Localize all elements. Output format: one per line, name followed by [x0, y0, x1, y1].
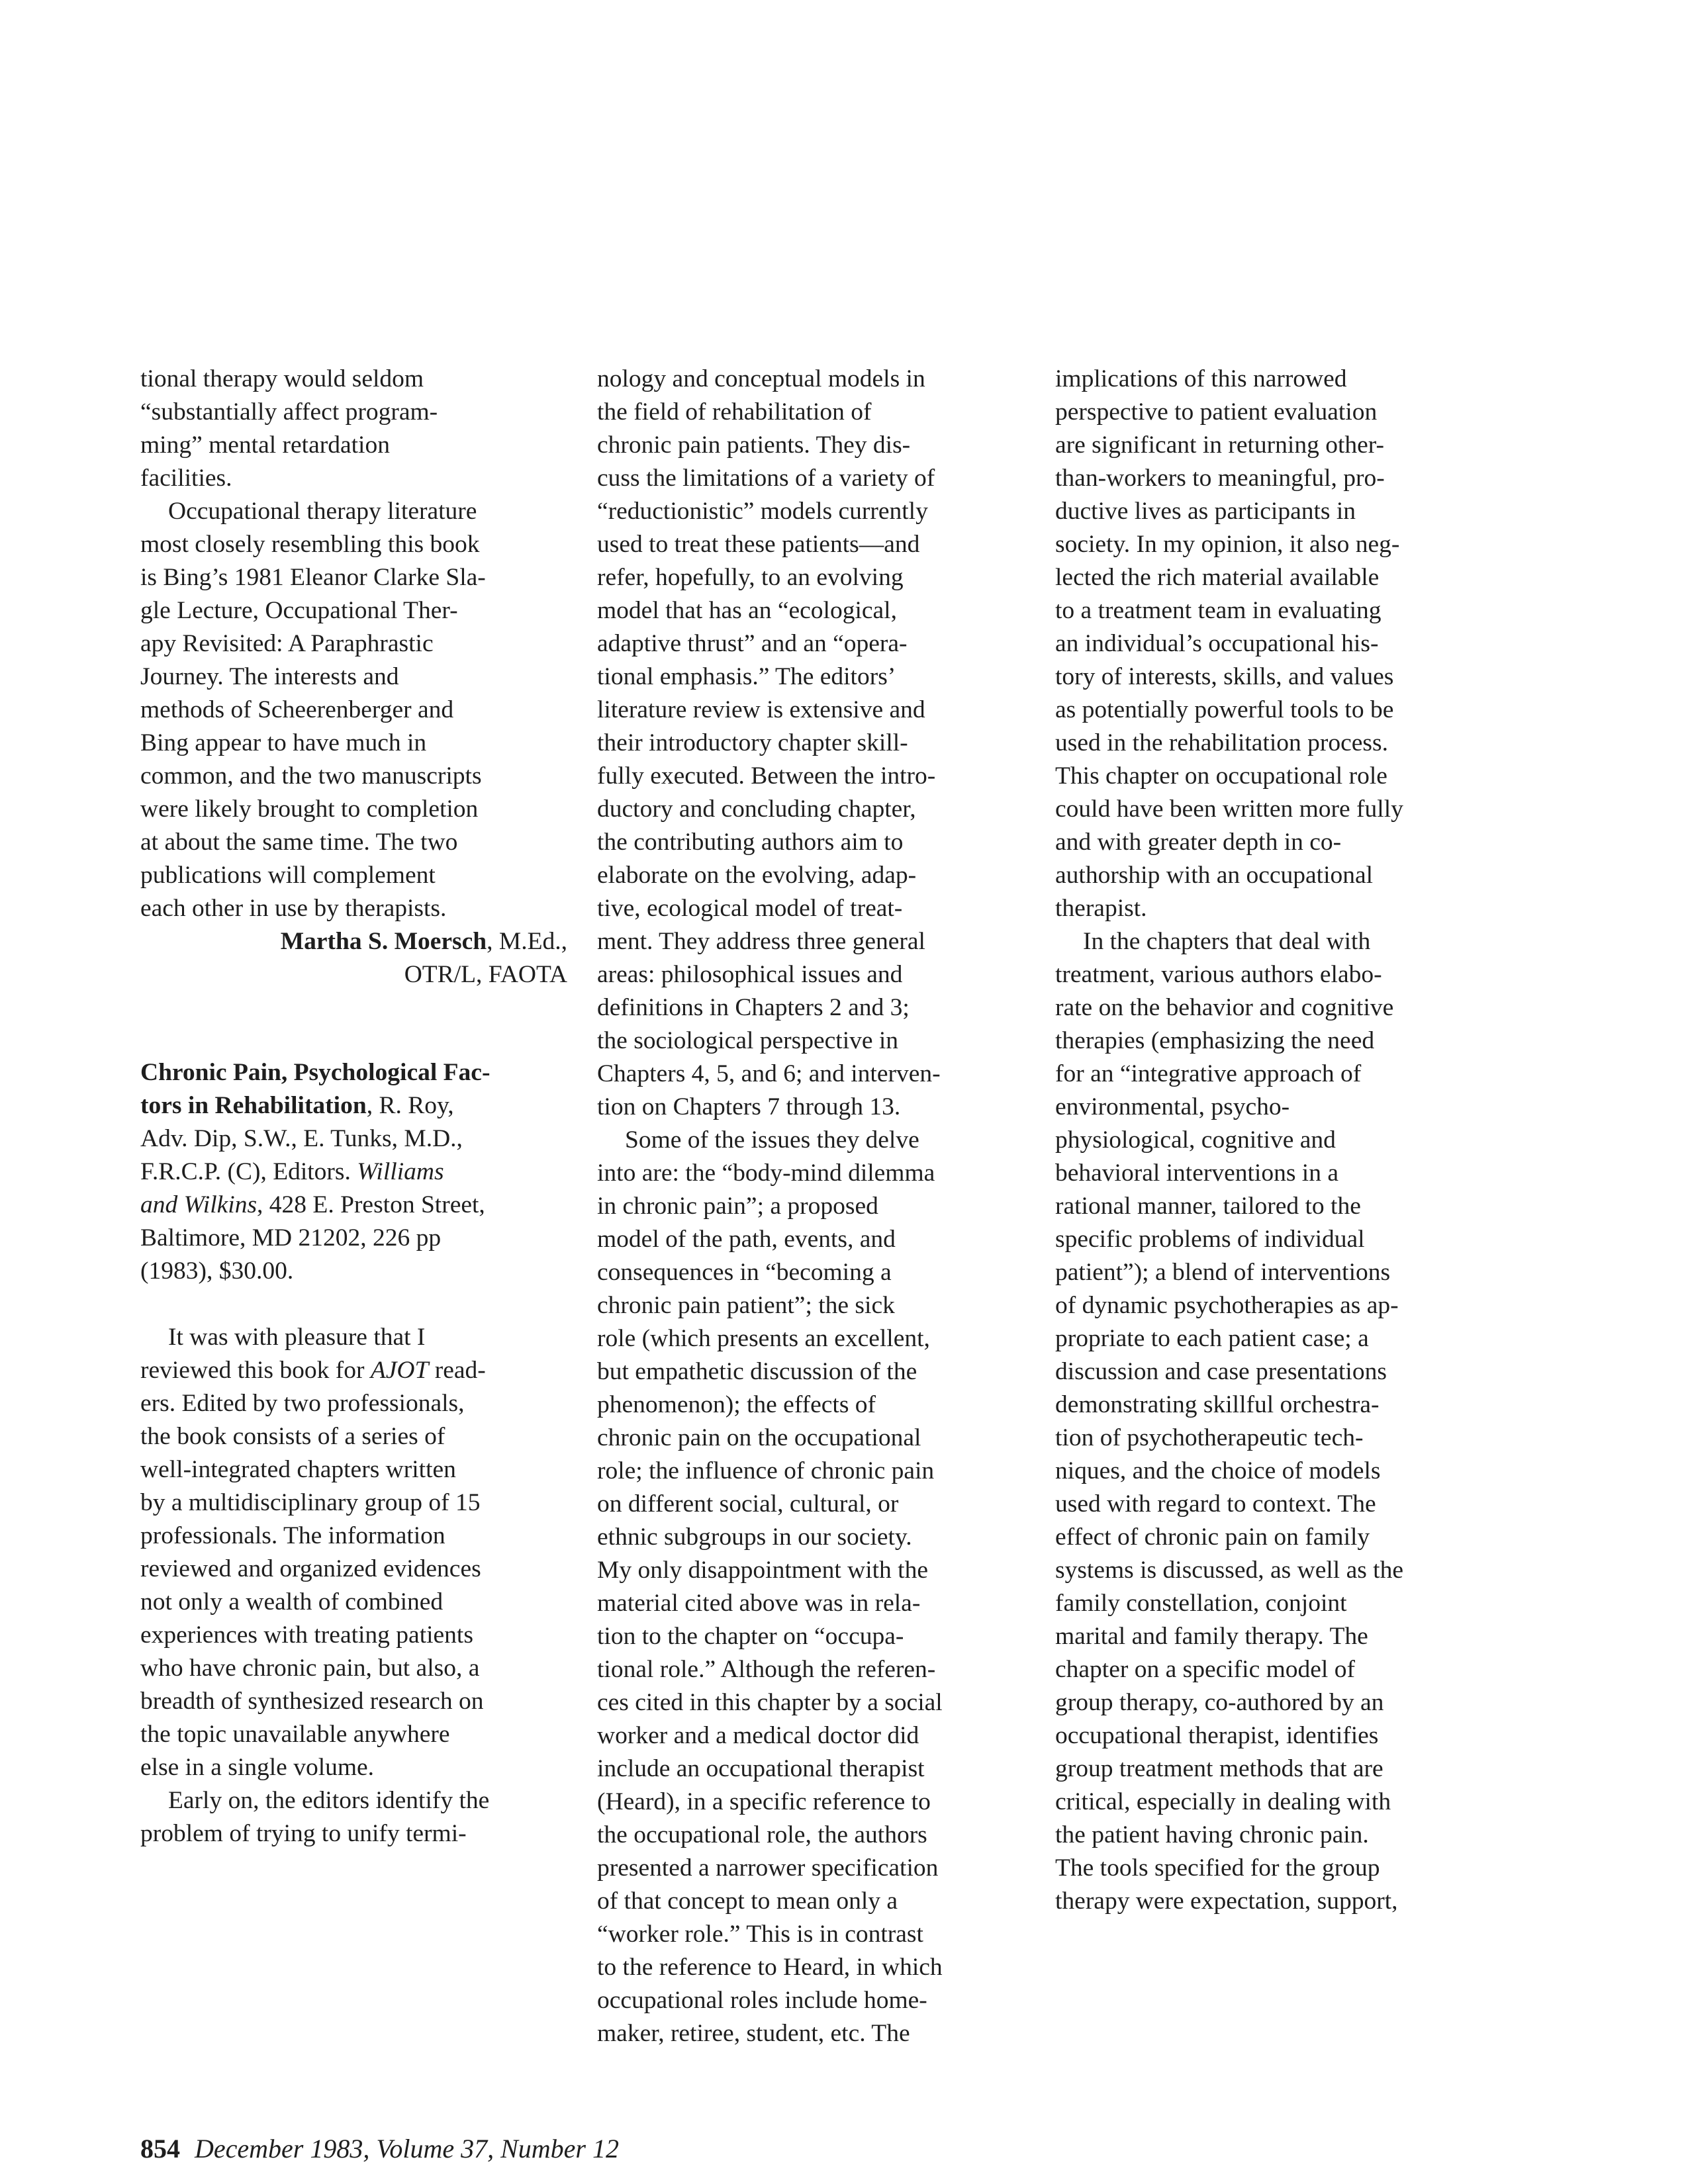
paragraph	[1055, 925, 1485, 1918]
publisher: and Wilkins	[140, 1191, 258, 1218]
text-line: tional therapy would seldom	[140, 365, 424, 392]
editors: F.R.C.P. (C), Editors.	[140, 1158, 351, 1185]
text-line: facilities.	[140, 465, 232, 492]
text-line: ers. Edited by two professionals,	[140, 1390, 465, 1417]
book-title: tors in Rehabilitation	[140, 1092, 367, 1119]
text-line: were likely brought to completion	[140, 796, 479, 823]
text-line: of that concept to mean only a	[597, 1888, 898, 1915]
text-line: chapter on a specific model of	[1055, 1656, 1355, 1683]
text-line: breadth of synthesized research on	[140, 1688, 484, 1715]
text-span: reviewed this book for	[140, 1357, 365, 1384]
page-number: 854	[140, 2134, 180, 2163]
text-line: but empathetic discussion of the	[597, 1358, 917, 1385]
text-line: the contributing authors aim to	[597, 829, 904, 856]
text-line: chronic pain patient”; the sick	[597, 1292, 895, 1319]
text-line: than-workers to meaningful, pro-	[1055, 465, 1385, 492]
book-title: Chronic Pain, Psychological Fac-	[140, 1059, 491, 1086]
text-line: tional emphasis.” The editors’	[597, 663, 896, 690]
paragraph	[140, 495, 571, 925]
text-line: the topic unavailable anywhere	[140, 1721, 450, 1748]
text-line: experiences with treating patients	[140, 1621, 473, 1649]
text-line: My only disappointment with the	[597, 1557, 928, 1584]
text-line: treatment, various authors elabo-	[1055, 961, 1382, 988]
text-line: in chronic pain”; a proposed	[597, 1193, 878, 1220]
text-line: and with greater depth in co-	[1055, 829, 1342, 856]
text-line: society. In my opinion, it also neg-	[1055, 531, 1400, 558]
text-line: who have chronic pain, but also, a	[140, 1655, 480, 1682]
text-line: include an occupational therapist	[597, 1755, 925, 1782]
text-line: environmental, psycho-	[1055, 1093, 1290, 1120]
text-line: behavioral interventions in a	[1055, 1160, 1338, 1187]
text-line: to the reference to Heard, in which	[597, 1954, 943, 1981]
text-line: “substantially affect program-	[140, 398, 438, 426]
text-line: their introductory chapter skill-	[597, 729, 908, 756]
text-line: family constellation, conjoint	[1055, 1590, 1347, 1617]
reviewer-credentials: OTR/L, FAOTA	[404, 961, 567, 988]
text-line: nology and conceptual models in	[597, 365, 925, 392]
text-line: consequences in “becoming a	[597, 1259, 892, 1286]
text-line: professionals. The information	[140, 1522, 445, 1549]
text-line: at about the same time. The two	[140, 829, 458, 856]
text-line: each other in use by therapists.	[140, 895, 447, 922]
text-line	[140, 1089, 571, 1122]
text-line: In the chapters that deal with	[1083, 928, 1371, 955]
paragraph	[597, 1124, 1027, 2050]
text-line: physiological, cognitive and	[1055, 1126, 1336, 1154]
text-line: Journey. The interests and	[140, 663, 399, 690]
text-line: to a treatment team in evaluating	[1055, 597, 1382, 624]
text-line	[140, 1354, 571, 1387]
text-line: into are: the “body-mind dilemma	[597, 1160, 935, 1187]
text-line: niques, and the choice of models	[1055, 1457, 1381, 1484]
journal-name: AJOT	[370, 1357, 429, 1384]
text-line: used to treat these patients—and	[597, 531, 920, 558]
text-line: definitions in Chapters 2 and 3;	[597, 994, 910, 1021]
text-line: of dynamic psychotherapies as ap-	[1055, 1292, 1399, 1319]
page-footer	[140, 2132, 619, 2165]
text-line: tion on Chapters 7 through 13.	[597, 1093, 901, 1120]
text-line: This chapter on occupational role	[1055, 762, 1387, 790]
text-line: common, and the two manuscripts	[140, 762, 482, 790]
text-line	[140, 1189, 571, 1222]
text-line: Early on, the editors identify the	[168, 1787, 490, 1814]
text-line: The tools specified for the group	[1055, 1854, 1380, 1882]
text-line: implications of this narrowed	[1055, 365, 1347, 392]
text-line: gle Lecture, Occupational Ther-	[140, 597, 458, 624]
text-line: tion of psychotherapeutic tech-	[1055, 1424, 1364, 1451]
text-line: chronic pain patients. They dis-	[597, 432, 911, 459]
review-citation	[140, 1056, 571, 1288]
column-3	[1055, 363, 1485, 1918]
text-line: (1983), $30.00.	[140, 1257, 294, 1285]
issue-info: December 1983, Volume 37, Number 12	[195, 2134, 619, 2163]
text-line: fully executed. Between the intro-	[597, 762, 936, 790]
text-line: (Heard), in a specific reference to	[597, 1788, 931, 1815]
text-line: tive, ecological model of treat-	[597, 895, 903, 922]
text-line: role; the influence of chronic pain	[597, 1457, 935, 1484]
spacer	[140, 991, 571, 1056]
text-line: could have been written more fully	[1055, 796, 1403, 823]
text-line: authorship with an occupational	[1055, 862, 1374, 889]
paragraph	[140, 363, 571, 495]
text-line: as potentially powerful tools to be	[1055, 696, 1394, 723]
text-line: ductory and concluding chapter,	[597, 796, 916, 823]
text-line: presented a narrower specification	[597, 1854, 939, 1882]
text-line: elaborate on the evolving, adap-	[597, 862, 917, 889]
text-line: phenomenon); the effects of	[597, 1391, 876, 1418]
text-line: problem of trying to unify termi-	[140, 1820, 467, 1847]
text-line: the field of rehabilitation of	[597, 398, 872, 426]
text-line: areas: philosophical issues and	[597, 961, 903, 988]
text-line: group therapy, co-authored by an	[1055, 1689, 1384, 1716]
text-line: worker and a medical doctor did	[597, 1722, 919, 1749]
editors: , R. Roy,	[366, 1092, 454, 1119]
text-line: tory of interests, skills, and values	[1055, 663, 1394, 690]
text-line: an individual’s occupational his-	[1055, 630, 1379, 657]
text-line: literature review is extensive and	[597, 696, 925, 723]
text-line: ductive lives as participants in	[1055, 498, 1356, 525]
text-line: tion to the chapter on “occupa-	[597, 1623, 904, 1650]
text-line: It was with pleasure that I	[168, 1324, 426, 1351]
text-line: Adv. Dip, S.W., E. Tunks, M.D.,	[140, 1125, 463, 1152]
text-line: used with regard to context. The	[1055, 1490, 1376, 1518]
paragraph	[597, 363, 1027, 1124]
text-line: rational manner, tailored to the	[1055, 1193, 1361, 1220]
text-line: “reductionistic” models currently	[597, 498, 928, 525]
text-line: the sociological perspective in	[597, 1027, 899, 1054]
text-line: rate on the behavior and cognitive	[1055, 994, 1394, 1021]
text-line: reviewed and organized evidences	[140, 1555, 481, 1582]
text-line: “worker role.” This is in contrast	[597, 1921, 923, 1948]
paragraph	[1055, 363, 1485, 925]
text-line: specific problems of individual	[1055, 1226, 1365, 1253]
text-line: on different social, cultural, or	[597, 1490, 899, 1518]
text-line: maker, retiree, student, etc. The	[597, 2020, 910, 2047]
text-line: propriate to each patient case; a	[1055, 1325, 1369, 1352]
paragraph	[140, 1321, 571, 1784]
text-line: discussion and case presentations	[1055, 1358, 1387, 1385]
text-line: patient”); a blend of interventions	[1055, 1259, 1391, 1286]
text-line: systems is discussed, as well as the	[1055, 1557, 1403, 1584]
text-line: ming” mental retardation	[140, 432, 390, 459]
text-line: Occupational therapy literature	[168, 498, 477, 525]
text-line: ment. They address three general	[597, 928, 925, 955]
reviewer-signature	[140, 925, 571, 991]
text-line: methods of Scheerenberger and	[140, 696, 454, 723]
reviewer-credentials: , M.Ed.,	[487, 928, 567, 955]
text-line: ces cited in this chapter by a social	[597, 1689, 943, 1716]
text-line: apy Revisited: A Paraphrastic	[140, 630, 434, 657]
text-line: cuss the limitations of a variety of	[597, 465, 935, 492]
text-line: demonstrating skillful orchestra-	[1055, 1391, 1380, 1418]
text-line: role (which presents an excellent,	[597, 1325, 930, 1352]
text-line: material cited above was in rela-	[597, 1590, 921, 1617]
text-line: most closely resembling this book	[140, 531, 480, 558]
text-line: marital and family therapy. The	[1055, 1623, 1368, 1650]
text-line: publications will complement	[140, 862, 436, 889]
text-line: critical, especially in dealing with	[1055, 1788, 1391, 1815]
text-line: therapy were expectation, support,	[1055, 1888, 1398, 1915]
paragraph	[140, 1784, 571, 1850]
publisher: Williams	[357, 1158, 444, 1185]
column-2	[597, 363, 1027, 2050]
text-line: model of the path, events, and	[597, 1226, 896, 1253]
text-line: else in a single volume.	[140, 1754, 375, 1781]
column-1	[140, 363, 571, 1850]
publisher-address: , 428 E. Preston Street,	[257, 1191, 485, 1218]
text-line: therapies (emphasizing the need	[1055, 1027, 1375, 1054]
text-line: tional role.” Although the referen-	[597, 1656, 936, 1683]
text-line: Bing appear to have much in	[140, 729, 427, 756]
text-line: is Bing’s 1981 Eleanor Clarke Sla-	[140, 564, 486, 591]
text-line: well-integrated chapters written	[140, 1456, 456, 1483]
text-line: the patient having chronic pain.	[1055, 1821, 1369, 1848]
text-line: are significant in returning other-	[1055, 432, 1384, 459]
text-line: not only a wealth of combined	[140, 1588, 444, 1615]
text-line: chronic pain on the occupational	[597, 1424, 921, 1451]
text-line: adaptive thrust” and an “opera-	[597, 630, 908, 657]
text-line: the occupational role, the authors	[597, 1821, 927, 1848]
text-line: effect of chronic pain on family	[1055, 1524, 1370, 1551]
reviewer-name: Martha S. Moersch	[280, 928, 487, 955]
reviewer-name-line	[140, 925, 567, 958]
text-line: Some of the issues they delve	[625, 1126, 919, 1154]
text-span: read-	[434, 1357, 486, 1384]
text-line: perspective to patient evaluation	[1055, 398, 1378, 426]
text-line: model that has an “ecological,	[597, 597, 897, 624]
text-line: Chapters 4, 5, and 6; and interven-	[597, 1060, 941, 1087]
text-line: refer, hopefully, to an evolving	[597, 564, 904, 591]
text-line	[140, 1156, 571, 1189]
text-line: for an “integrative approach of	[1055, 1060, 1362, 1087]
text-line: group treatment methods that are	[1055, 1755, 1383, 1782]
text-line: occupational roles include home-	[597, 1987, 927, 2014]
spacer	[140, 1288, 571, 1321]
text-line: ethnic subgroups in our society.	[597, 1524, 912, 1551]
text-line: therapist.	[1055, 895, 1147, 922]
text-line: occupational therapist, identifies	[1055, 1722, 1379, 1749]
text-line: lected the rich material available	[1055, 564, 1380, 591]
text-line: by a multidisciplinary group of 15	[140, 1489, 481, 1516]
text-line: used in the rehabilitation process.	[1055, 729, 1388, 756]
text-line: Baltimore, MD 21202, 226 pp	[140, 1224, 442, 1251]
text-line: the book consists of a series of	[140, 1423, 445, 1450]
